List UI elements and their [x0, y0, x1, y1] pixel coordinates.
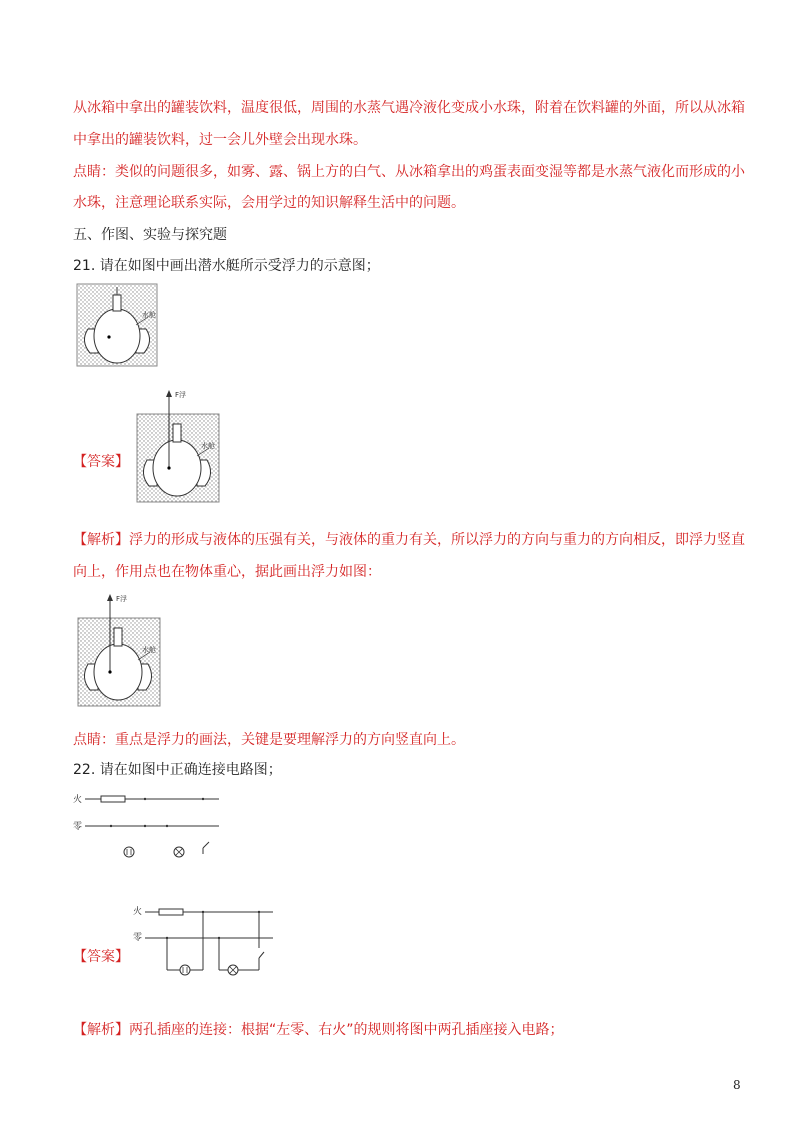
- q21-analysis-line1: 【解析】浮力的形成与液体的压强有关，与液体的重力有关，所以浮力的方向与重力的方向相反，即浮力竖直: [73, 532, 745, 548]
- tip1-line2: 水珠，注意理论联系实际，会用学过的知识解释生活中的问题。: [73, 195, 465, 211]
- fig4-zero-label: 零: [73, 822, 83, 832]
- page-number: 8: [733, 1078, 741, 1092]
- q22-analysis: 【解析】两孔插座的连接：根据“左零、右火”的规则将图中两孔插座接入电路；: [73, 1022, 564, 1038]
- fig3-water-label: 水舱: [142, 646, 156, 654]
- q21-tip: 点睛：重点是浮力的画法，关键是要理解浮力的方向竖直向上。: [73, 732, 465, 748]
- fig3-force-label: F浮: [116, 595, 128, 603]
- fig5-zero-label: 零: [133, 933, 143, 943]
- fig2-water-label: 水舱: [201, 442, 215, 450]
- circuit-figure-question: [73, 788, 223, 858]
- q22-text: 22. 请在如图中正确连接电路图；: [73, 762, 282, 778]
- section-title: 五、作图、实验与探究题: [73, 227, 227, 243]
- fig5-fire-label: 火: [133, 907, 143, 917]
- tip1-line1: 点睛：类似的问题很多，如雾、露、锅上方的白气、从冰箱拿出的鸡蛋表面变湿等都是水蒸气液化而形成的小: [73, 164, 745, 180]
- submarine-figure-analysis: [76, 592, 162, 708]
- q21-analysis-line2: 向上，作用点也在物体重心，据此画出浮力如图：: [73, 564, 381, 580]
- q21-answer-label: 【答案】: [73, 454, 129, 470]
- q21-text: 21. 请在如图中画出潜水艇所示受浮力的示意图；: [73, 258, 380, 274]
- circuit-figure-answer: [133, 902, 279, 982]
- q22-answer-label: 【答案】: [73, 949, 129, 965]
- fig1-water-label: 水舱: [142, 311, 156, 319]
- fig4-fire-label: 火: [73, 795, 83, 805]
- paragraph1-line1: 从冰箱中拿出的罐装饮料，温度很低，周围的水蒸气遇冷液化变成小水珠，附着在饮料罐的外面，所以从冰箱: [73, 100, 745, 116]
- paragraph1-line2: 中拿出的罐装饮料，过一会儿外壁会出现水珠。: [73, 132, 367, 148]
- submarine-figure-answer: [135, 388, 221, 504]
- submarine-figure-question: [76, 283, 158, 367]
- fig2-force-label: F浮: [175, 391, 187, 399]
